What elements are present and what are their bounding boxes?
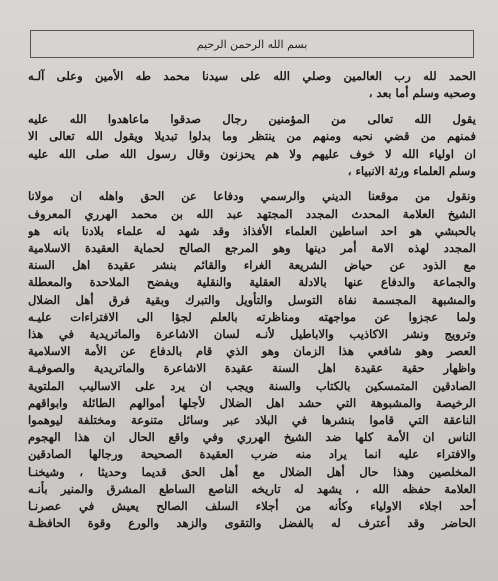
text-line: وترويج ونشر الاكاذيب والاباطيل لأنـه لسان الاشاعرة والماتريدية في هذا — [28, 327, 476, 342]
text-line: وسلم العلماء ورثة الانبياء ، — [347, 164, 476, 179]
text-line: الحمد لله رب العالمين وصلي الله على سيدنا محمد طه الأمين وعلى آلـه — [28, 69, 476, 83]
text-line: العصر وهو شافعي هذا الزمان وهو الذي قام بالدفاع عن الأمة الاسلامية — [28, 344, 476, 359]
text-line: المجدد لهذه الامة أمر دينها وهو المرجع الصالح لحماية العقيدة الاسلامية — [28, 241, 476, 256]
text-line: ولما عجزوا عن مواجهته ومناظرته بالعلم لجؤا الى الافتراءات عليـه — [28, 309, 476, 324]
bismillah-heading: بسم الله الرحمن الرحيم — [196, 37, 308, 51]
text-line: وصحبه وسلم أما بعد ، — [368, 86, 476, 101]
text-line: مع الذود عن حياض الشريعة الغراء والقائم بنشر عقيدة اهل السنة — [28, 258, 476, 273]
paragraph-opening-praise — [28, 68, 476, 103]
text-line: الصادقين المتمسكين بالكتاب والسنة ويجب ان يرد على الاساليب الملتوية — [28, 378, 476, 393]
text-line: ونقول من موقعنا الديني والرسمي ودفاعا عن الحق واهله ان مولانا — [28, 189, 476, 204]
paragraph-quran-hadith — [28, 111, 476, 181]
text-line: بالحبشي هو احد اساطين العلماء الأفذاذ وقد شهد له علماء بلادنا بانه هو — [28, 223, 476, 238]
text-line: والجماعة والدفاع عنها بالادلة العقلية والنقلية ويفضح الملاحدة والمعطلة — [28, 275, 476, 290]
text-line: ان اولياء الله لا خوف عليهم ولا هم يحزنون وقال رسول الله صلى الله عليه — [28, 146, 476, 161]
text-line: يقول الله تعالى من المؤمنين رجال صدقوا ماعاهدوا الله عليه — [28, 111, 476, 126]
text-line: فمنهم من قضي نحبه ومنهم من ينتظر وما بدلوا تبديلا ويقول الله تعالى الا — [28, 129, 476, 144]
document-body — [28, 68, 476, 541]
text-line: الناس ان الأمة كلها ضد الشيخ الهرري وفي واقع الحال ان هذا الهجوم — [28, 430, 476, 445]
text-line: والافتراء عليه انما يراد منه ضرب العقيدة الصحيحة ورجالها الصادقين — [28, 447, 476, 462]
text-line: الناعقة التي قاموا بنشرها في البلاد عبر وسائل متنوعة ومختلفة ليوهموا — [28, 413, 476, 428]
text-line: والمشبهة المجسمة نفاة التوسل والتأويل والتبرك وبقية فرق أهل الضلال — [28, 292, 476, 307]
text-line: العلامة حفظه الله ، يشهد له تاريخه الناصع الساطع المشرق والمنير بأنـه — [28, 481, 476, 496]
text-line: أحد اجلاء الاولياء وكأنه من أجلاء السلف الصالح يعيش في عصرنـا — [28, 499, 476, 514]
paragraph-testimony — [28, 188, 476, 532]
text-line: المخلصين وهذا حال أهل الضلال مع أهل الحق قديما وحديثا ، وشيخنـا — [28, 464, 476, 479]
text-line: الحاضر وقد أعترف له بالفضل والتقوى والزهد والورع وقوة الحافظـة — [28, 516, 476, 531]
header-frame — [30, 30, 474, 58]
text-line: واظهار حقية عقيدة اهل السنة عقيدة الاشاعرة والماتريدية والصوفيـة — [28, 361, 476, 376]
text-line: الشيخ العلامة المحدث المجدد المجتهد عبد الله بن محمد الهرري المعروف — [28, 206, 476, 221]
text-line: الرخيصة والمشبوهة التي حشد اهل الضلال لأجلها أموالهم الطائلة وابواقهم — [28, 395, 476, 410]
